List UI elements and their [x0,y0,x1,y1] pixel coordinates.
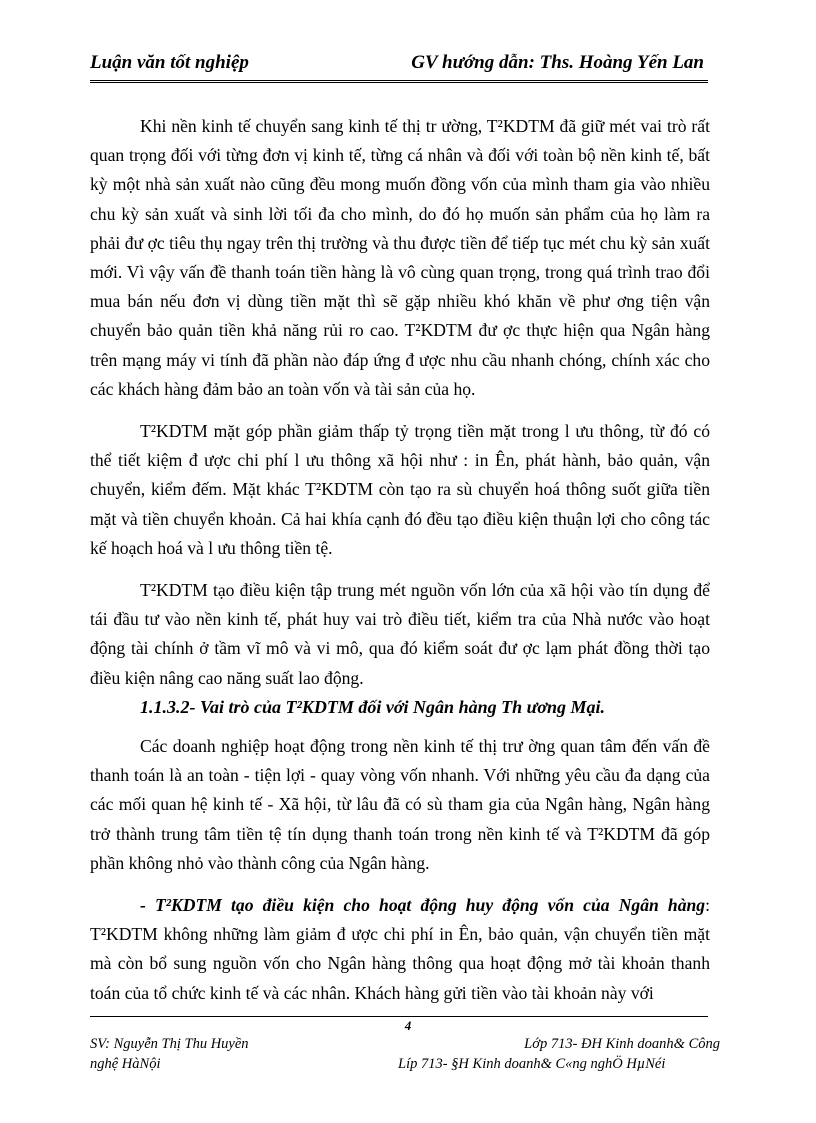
footer-divider [90,1016,708,1017]
paragraph-5 [90,891,710,1008]
footer-class-garbled: Líp 713- §H Kinh doanh& C«ng nghÖ HµNéi [398,1056,666,1072]
paragraph-3: T²KDTM tạo điều kiện tập trung mét nguồn vốn lớn của xã hội vào tín dụng để tái đầu tư vào nền kinh tế, phát huy vai trò điều tiết, kiểm tra của Nhà nước vào hoạt động tài chính ở tầm vĩ mô và vi mô, qua đó kiểm soát đư ợc lạm phát đồng thời tạo điều kiện nâng cao năng suất lao động. [90,580,710,688]
page-number: 4 [404,1018,412,1033]
page-footer [90,1034,720,1074]
footer-class: Lớp 713- ĐH Kinh doanh& Công [524,1036,720,1052]
section-heading: 1.1.3.2- Vai trò của T²KDTM đối với Ngân hàng Th ương Mại. [140,696,606,717]
paragraph-1: Khi nền kinh tế chuyển sang kinh tế thị tr ường, T²KDTM đã giữ mét vai trò rất quan trọng đối với từng đơn vị kinh tế, từng cá nhân và đối với toàn bộ nền kinh tế, bất kỳ một nhà sản xuất nào cũng đều mong muốn đồng vốn của mình tham gia vào nhiều chu kỳ sản xuất và sinh lời tối đa cho mình, do đó họ muốn sản phẩm của họ làm ra phải đư ợc tiêu thụ ngay trên thị trường và thu được tiền để tiếp tục mét chu kỳ sản xuất mới. Vì vậy vấn đề thanh toán tiền hàng là vô cùng quan trọng, trong quá trình trao đổi mua bán nếu đơn vị dùng tiền mặt thì sẽ gặp nhiều khó khăn về phư ơng tiện vận chuyển bảo quản tiền khả năng rủi ro cao. T²KDTM đư ợc thực hiện qua Ngân hàng trên mạng máy vi tính đã phần nào đáp ứng đ ược nhu cầu nhanh chóng, chính xác cho các khách hàng đảm bảo an toàn vốn và tài sản của họ. [90,116,710,399]
header-advisor: GV hướng dẫn: Ths. Hoàng Yến Lan [411,52,704,73]
header-thesis-label: Luận văn tốt nghiệp [90,52,249,73]
paragraph-2: T²KDTM mặt góp phần giảm thấp tỷ trọng tiền mặt trong l ưu thông, từ đó có thể tiết kiệm đ ược chi phí l ưu thông xã hội như : in Ên, phát hành, bảo quản, vận chuyển, kiểm đếm. Mặt khác T²KDTM còn tạo ra sù chuyển hoá thông suốt giữa tiền mặt và tiền chuyển khoản. Cả hai khía cạnh đó đều tạo điều kiện thuận lợi cho công tác kế hoạch hoá và l ưu thông tiền tệ. [90,421,710,558]
document-body [90,112,710,1021]
page-header [90,50,708,83]
paragraph-4: Các doanh nghiệp hoạt động trong nền kinh tế thị trư ờng quan tâm đến vấn đề thanh toán là an toàn - tiện lợi - quay vòng vốn nhanh. Với những yêu cầu đa dạng của các mối quan hệ kinh tế - Xã hội, từ lâu đã có sù tham gia của Ngân hàng, Ngân hàng trở thành trung tâm tiền tệ tín dụng thanh toán trong nền kinh tế và T²KDTM đã góp phần không nhỏ vào thành công của Ngân hàng. [90,736,710,873]
paragraph-5-lead: - T²KDTM tạo điều kiện cho hoạt động huy động vốn của Ngân hàng [140,895,706,916]
paragraph-5-rest: : T²KDTM không những làm giảm đ ược chi phí in Ên, bảo quản, vận chuyển tiền mặt mà còn bổ sung nguồn vốn cho Ngân hàng thông qua hoạt động mở tài khoản thanh toán của tổ chức kinh tế và các nhân. Khách hàng gửi tiền vào tài khoản này với [90,895,710,1003]
footer-city: nghệ HàNội [90,1056,161,1072]
footer-student: SV: Nguyễn Thị Thu Huyền [90,1036,249,1052]
